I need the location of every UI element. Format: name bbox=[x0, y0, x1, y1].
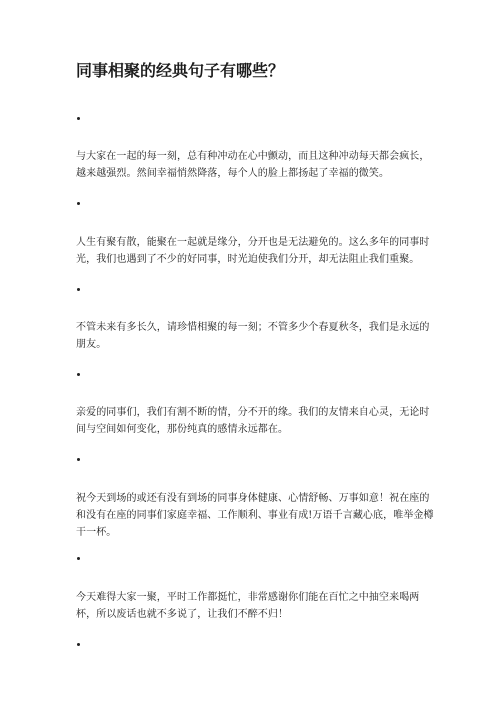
bullet-marker bbox=[76, 372, 82, 378]
bullet-marker bbox=[76, 556, 82, 562]
paragraph-2: 人生有聚有散，能聚在一起就是缘分，分开也是无法避免的。这么多年的同事时光，我们也遇到了不少的好同事，时光迫使我们分开，却无法阻止我们重聚。 bbox=[76, 237, 430, 265]
paragraph-6: 今天难得大家一聚，平时工作都挺忙，非常感谢你们能在百忙之中抽空来喝两杯，所以废话也就不多说了，让我们不醉不归！ bbox=[76, 592, 420, 620]
paragraph-5: 祝今天到场的或还有没有到场的同事身体健康、心情舒畅、万事如意！祝在座的和没有在座的同事们家庭幸福、工作顺利、事业有成!万语千言藏心底，唯举金樽干一杯。 bbox=[76, 493, 434, 538]
paragraph-3: 不管未来有多长久，请珍惜相聚的每一刻；不管多少个春夏秋冬，我们是永远的朋友。 bbox=[76, 322, 430, 350]
bullet-marker bbox=[76, 287, 82, 293]
bullet-marker bbox=[76, 642, 82, 648]
paragraph-1: 与大家在一起的每一刻，总有种冲动在心中颤动，而且这种冲动每天都会疯长，越来越强烈。然间幸福悄然降落，每个人的脸上都扬起了幸福的微笑。 bbox=[76, 151, 430, 179]
bullet-marker bbox=[76, 201, 82, 207]
bullet-marker bbox=[76, 457, 82, 463]
bullet-marker bbox=[76, 116, 82, 122]
paragraph-4: 亲爱的同事们，我们有割不断的情，分不开的缘。我们的友情来自心灵，无论时间与空间如何变化，那份纯真的感情永远都在。 bbox=[76, 407, 430, 435]
document-title: 同事相聚的经典句子有哪些？ bbox=[76, 61, 285, 80]
